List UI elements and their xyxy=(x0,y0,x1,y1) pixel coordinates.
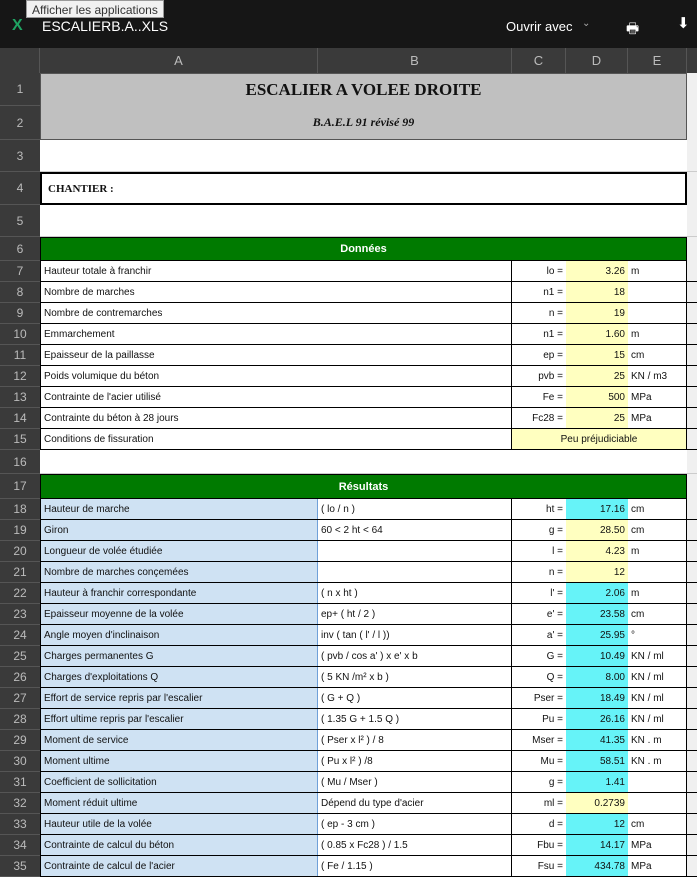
chevron-down-icon[interactable]: ⌄ xyxy=(582,18,591,29)
scrollbar[interactable] xyxy=(687,48,697,73)
result-label[interactable]: Nombre de marches conçemées xyxy=(40,562,318,582)
scrollbar[interactable] xyxy=(687,856,697,876)
input-value[interactable]: 3.26 xyxy=(566,261,628,281)
scrollbar[interactable] xyxy=(687,282,697,302)
column-header-d[interactable]: D xyxy=(566,48,628,73)
row-header[interactable]: 28 xyxy=(0,709,40,730)
symbol[interactable]: g = xyxy=(548,776,563,788)
sheet-row xyxy=(0,772,697,793)
scrollbar[interactable] xyxy=(687,324,697,344)
formula[interactable] xyxy=(318,562,512,582)
unit[interactable]: MPa xyxy=(628,408,687,428)
symbol[interactable]: G = xyxy=(546,650,563,662)
formula[interactable]: ( lo / n ) xyxy=(318,499,512,519)
scrollbar[interactable] xyxy=(687,140,697,171)
formula[interactable]: ( 1.35 G + 1.5 Q ) xyxy=(318,709,512,729)
formula[interactable]: ( 5 KN /m² x b ) xyxy=(318,667,512,687)
parameter-label[interactable]: Emmarchement xyxy=(40,324,512,344)
scrollbar[interactable] xyxy=(687,667,697,687)
sheet-row xyxy=(0,583,697,604)
unit[interactable]: KN . m xyxy=(628,751,687,771)
row-header[interactable]: 33 xyxy=(0,814,40,835)
symbol[interactable]: n1 = xyxy=(543,286,563,298)
scrollbar[interactable] xyxy=(687,793,697,813)
input-value[interactable]: 1.60 xyxy=(566,324,628,344)
excel-icon: X xyxy=(12,17,23,34)
sheet-row xyxy=(0,450,697,474)
row-header[interactable]: 7 xyxy=(0,261,40,282)
input-value[interactable]: 19 xyxy=(566,303,628,323)
sheet-row xyxy=(0,282,697,303)
unit[interactable] xyxy=(628,282,687,302)
row-header[interactable]: 35 xyxy=(0,856,40,877)
parameter-label[interactable]: Nombre de contremarches xyxy=(40,303,512,323)
formula[interactable]: ( G + Q ) xyxy=(318,688,512,708)
scrollbar[interactable] xyxy=(687,709,697,729)
row-header[interactable]: 23 xyxy=(0,604,40,625)
result-label[interactable]: Hauteur utile de la volée xyxy=(40,814,318,834)
row-header[interactable]: 14 xyxy=(0,408,40,429)
scrollbar[interactable] xyxy=(687,604,697,624)
row-header[interactable]: 5 xyxy=(0,205,40,237)
unit[interactable] xyxy=(628,303,687,323)
scrollbar[interactable] xyxy=(687,520,697,540)
input-value[interactable]: 25 xyxy=(566,408,628,428)
unit[interactable]: m xyxy=(628,324,687,344)
result-label[interactable]: Effort ultime repris par l'escalier xyxy=(40,709,318,729)
row-header[interactable]: 17 xyxy=(0,474,40,499)
sheet-row xyxy=(0,856,697,877)
scrollbar[interactable] xyxy=(687,562,697,582)
row-header[interactable]: 29 xyxy=(0,730,40,751)
parameter-label[interactable]: Poids volumique du béton xyxy=(40,366,512,386)
unit[interactable] xyxy=(628,562,687,582)
unit[interactable]: ° xyxy=(628,625,687,645)
row-header[interactable]: 25 xyxy=(0,646,40,667)
sheet-row xyxy=(0,751,697,772)
row-header[interactable]: 20 xyxy=(0,541,40,562)
symbol[interactable]: Pu = xyxy=(542,713,563,725)
fissuration-select[interactable]: Peu préjudiciable xyxy=(512,429,687,449)
row-header[interactable]: 9 xyxy=(0,303,40,324)
download-icon[interactable]: ⬇ xyxy=(677,15,690,32)
symbol[interactable]: ml = xyxy=(543,797,563,809)
result-label[interactable]: Moment réduit ultime xyxy=(40,793,318,813)
parameter-label[interactable]: Hauteur totale à franchir xyxy=(40,261,512,281)
sheet-row xyxy=(0,366,697,387)
sheet-row xyxy=(0,140,697,172)
scrollbar[interactable] xyxy=(687,688,697,708)
row-header[interactable]: 32 xyxy=(0,793,40,814)
result-label[interactable]: Charges d'exploitations Q xyxy=(40,667,318,687)
result-value[interactable]: 14.17 xyxy=(566,835,628,855)
scrollbar[interactable] xyxy=(687,106,697,140)
scrollbar[interactable] xyxy=(687,474,697,499)
sheet-row xyxy=(0,345,697,366)
donnees-header[interactable]: Données xyxy=(40,237,687,261)
viewer-toolbar xyxy=(0,0,697,48)
formula[interactable]: inv ( tan ( l' / l )) xyxy=(318,625,512,645)
parameter-label[interactable]: Contrainte du béton à 28 jours xyxy=(40,408,512,428)
scrollbar[interactable] xyxy=(687,646,697,666)
row-header[interactable]: 30 xyxy=(0,751,40,772)
result-value[interactable]: 26.16 xyxy=(566,709,628,729)
sheet-row xyxy=(0,793,697,814)
unit[interactable]: KN / m3 xyxy=(628,366,687,386)
formula[interactable]: ( n x ht ) xyxy=(318,583,512,603)
scrollbar[interactable] xyxy=(687,625,697,645)
formula[interactable]: ( Mu / Mser ) xyxy=(318,772,512,792)
print-icon[interactable]: 🖶 xyxy=(626,20,640,36)
symbol[interactable]: Mser = xyxy=(532,734,563,746)
sheet-row xyxy=(0,106,697,140)
row-header[interactable]: 13 xyxy=(0,387,40,408)
scrollbar[interactable] xyxy=(687,730,697,750)
symbol[interactable]: lo = xyxy=(546,265,563,277)
unit[interactable]: KN / ml xyxy=(628,709,687,729)
result-value[interactable]: 0.2739 xyxy=(566,793,628,813)
scrollbar[interactable] xyxy=(687,261,697,281)
result-label[interactable]: Moment ultime xyxy=(40,751,318,771)
symbol[interactable]: l = xyxy=(552,545,563,557)
row-header[interactable]: 24 xyxy=(0,625,40,646)
result-label[interactable]: Angle moyen d'inclinaison xyxy=(40,625,318,645)
sheet-row xyxy=(0,474,697,499)
unit[interactable]: m xyxy=(628,261,687,281)
sheet-row xyxy=(0,541,697,562)
formula[interactable]: ( pvb / cos a' ) x e' x b xyxy=(318,646,512,666)
sheet-row xyxy=(0,429,697,450)
sheet-row xyxy=(0,73,697,106)
result-label[interactable]: Charges permanentes G xyxy=(40,646,318,666)
symbol[interactable]: ht = xyxy=(546,503,563,515)
sheet-row xyxy=(0,408,697,429)
scrollbar[interactable] xyxy=(687,172,697,205)
row-header[interactable]: 8 xyxy=(0,282,40,303)
input-value[interactable]: 18 xyxy=(566,282,628,302)
scrollbar[interactable] xyxy=(687,73,697,106)
unit[interactable] xyxy=(628,793,687,813)
result-value[interactable]: 434.78 xyxy=(566,856,628,876)
empty-cell[interactable] xyxy=(40,140,687,171)
scrollbar[interactable] xyxy=(687,450,697,473)
sheet-row xyxy=(0,205,697,237)
scrollbar[interactable] xyxy=(687,429,697,449)
open-with-button[interactable]: Ouvrir avec xyxy=(506,19,573,34)
sheet-row xyxy=(0,237,697,261)
resultats-header[interactable]: Résultats xyxy=(40,474,687,499)
symbol[interactable]: Fbu = xyxy=(537,839,563,851)
sheet-row xyxy=(0,730,697,751)
input-value[interactable]: 25 xyxy=(566,366,628,386)
symbol[interactable]: Fsu = xyxy=(537,860,563,872)
symbol[interactable]: pvb = xyxy=(538,370,563,382)
column-header-e[interactable]: E xyxy=(628,48,687,73)
unit[interactable]: MPa xyxy=(628,835,687,855)
column-header-c[interactable]: C xyxy=(512,48,566,73)
symbol[interactable]: d = xyxy=(548,818,563,830)
scrollbar[interactable] xyxy=(687,499,697,519)
unit[interactable]: KN / ml xyxy=(628,667,687,687)
unit[interactable]: cm xyxy=(628,814,687,834)
tooltip: Afficher les applications xyxy=(26,0,164,18)
result-label[interactable]: Hauteur de marche xyxy=(40,499,318,519)
row-header[interactable]: 22 xyxy=(0,583,40,604)
result-label[interactable]: Epaisseur moyenne de la volée xyxy=(40,604,318,624)
symbol[interactable]: ep = xyxy=(543,349,563,361)
unit[interactable]: KN / ml xyxy=(628,646,687,666)
row-header[interactable]: 15 xyxy=(0,429,40,450)
unit[interactable]: KN . m xyxy=(628,730,687,750)
row-header[interactable]: 10 xyxy=(0,324,40,345)
row-header[interactable]: 21 xyxy=(0,562,40,583)
scrollbar[interactable] xyxy=(687,772,697,792)
sheet-row xyxy=(0,688,697,709)
result-label[interactable]: Giron xyxy=(40,520,318,540)
row-header[interactable]: 2 xyxy=(0,106,40,140)
sheet-grid xyxy=(0,73,697,877)
row-header[interactable]: 27 xyxy=(0,688,40,709)
chantier-cell[interactable]: CHANTIER : xyxy=(40,172,687,205)
unit[interactable] xyxy=(628,772,687,792)
sheet-row xyxy=(0,709,697,730)
unit[interactable]: MPa xyxy=(628,387,687,407)
unit[interactable]: cm xyxy=(628,604,687,624)
formula[interactable]: ( 0.85 x Fc28 ) / 1.5 xyxy=(318,835,512,855)
scrollbar[interactable] xyxy=(687,583,697,603)
sheet-row xyxy=(0,172,697,205)
symbol[interactable]: Pser = xyxy=(533,692,563,704)
sheet-row xyxy=(0,667,697,688)
row-header[interactable]: 19 xyxy=(0,520,40,541)
unit[interactable]: cm xyxy=(628,520,687,540)
scrollbar[interactable] xyxy=(687,814,697,834)
result-value[interactable]: 8.00 xyxy=(566,667,628,687)
parameter-label[interactable]: Nombre de marches xyxy=(40,282,512,302)
scrollbar[interactable] xyxy=(687,237,697,261)
result-value[interactable]: 1.41 xyxy=(566,772,628,792)
symbol[interactable]: a' = xyxy=(546,629,563,641)
formula[interactable]: ( Pser x l² ) / 8 xyxy=(318,730,512,750)
sheet-row xyxy=(0,646,697,667)
empty-cell[interactable] xyxy=(40,205,687,236)
result-value[interactable]: 12 xyxy=(566,562,628,582)
result-value[interactable]: 10.49 xyxy=(566,646,628,666)
symbol[interactable]: Fe = xyxy=(542,391,563,403)
result-label[interactable]: Longueur de volée étudiée xyxy=(40,541,318,561)
symbol[interactable]: e' = xyxy=(546,608,563,620)
formula[interactable]: ( ep - 3 cm ) xyxy=(318,814,512,834)
result-value[interactable]: 25.95 xyxy=(566,625,628,645)
scrollbar[interactable] xyxy=(687,835,697,855)
sheet-row xyxy=(0,625,697,646)
column-header-b[interactable]: B xyxy=(318,48,512,73)
formula[interactable]: 60 < 2 ht < 64 xyxy=(318,520,512,540)
unit[interactable]: cm xyxy=(628,345,687,365)
sheet-row xyxy=(0,499,697,520)
parameter-label[interactable]: Conditions de fissuration xyxy=(40,429,512,449)
sheet-row xyxy=(0,562,697,583)
sheet-row xyxy=(0,387,697,408)
row-header[interactable]: 1 xyxy=(0,73,40,106)
row-header[interactable]: 26 xyxy=(0,667,40,688)
result-value[interactable]: 12 xyxy=(566,814,628,834)
column-headers xyxy=(0,48,697,73)
input-value[interactable]: 15 xyxy=(566,345,628,365)
symbol[interactable]: Q = xyxy=(546,671,563,683)
symbol[interactable]: g = xyxy=(548,524,563,536)
row-header[interactable]: 18 xyxy=(0,499,40,520)
row-header[interactable]: 3 xyxy=(0,140,40,172)
empty-cell[interactable] xyxy=(40,450,687,473)
formula[interactable] xyxy=(318,541,512,561)
row-header[interactable]: 34 xyxy=(0,835,40,856)
file-name: ESCALIERB.A..XLS xyxy=(42,18,169,34)
scrollbar[interactable] xyxy=(687,751,697,771)
input-value[interactable]: 500 xyxy=(566,387,628,407)
scrollbar[interactable] xyxy=(687,408,697,428)
scrollbar[interactable] xyxy=(687,303,697,323)
row-header[interactable]: 6 xyxy=(0,237,40,261)
result-value[interactable]: 28.50 xyxy=(566,520,628,540)
result-label[interactable]: Coefficient de sollicitation xyxy=(40,772,318,792)
row-header[interactable]: 16 xyxy=(0,450,40,474)
symbol[interactable]: n = xyxy=(548,566,563,578)
formula[interactable]: ( Fe / 1.15 ) xyxy=(318,856,512,876)
scrollbar[interactable] xyxy=(687,541,697,561)
row-header[interactable]: 31 xyxy=(0,772,40,793)
title-cell[interactable]: ESCALIER A VOLEE DROITE xyxy=(40,73,687,106)
formula[interactable]: Dépend du type d'acier xyxy=(318,793,512,813)
symbol[interactable]: Fc28 = xyxy=(532,412,563,424)
row-header[interactable]: 12 xyxy=(0,366,40,387)
result-label[interactable]: Effort de service repris par l'escalier xyxy=(40,688,318,708)
sheet-row xyxy=(0,324,697,345)
scrollbar[interactable] xyxy=(687,345,697,365)
symbol[interactable]: Mu = xyxy=(540,755,563,767)
result-value[interactable]: 4.23 xyxy=(566,541,628,561)
unit[interactable]: cm xyxy=(628,499,687,519)
result-label[interactable]: Contrainte de calcul du béton xyxy=(40,835,318,855)
column-header-a[interactable]: A xyxy=(40,48,318,73)
result-value[interactable]: 2.06 xyxy=(566,583,628,603)
scrollbar[interactable] xyxy=(687,366,697,386)
select-all-corner[interactable] xyxy=(0,48,40,73)
result-label[interactable]: Moment de service xyxy=(40,730,318,750)
row-header[interactable]: 11 xyxy=(0,345,40,366)
sheet-row xyxy=(0,261,697,282)
symbol[interactable]: n1 = xyxy=(543,328,563,340)
result-label[interactable]: Contrainte de calcul de l'acier xyxy=(40,856,318,876)
sheet-row xyxy=(0,835,697,856)
unit[interactable]: m xyxy=(628,541,687,561)
result-value[interactable]: 18.49 xyxy=(566,688,628,708)
result-value[interactable]: 41.35 xyxy=(566,730,628,750)
row-header[interactable]: 4 xyxy=(0,172,40,205)
formula[interactable]: ( Pu x l² ) /8 xyxy=(318,751,512,771)
scrollbar[interactable] xyxy=(687,387,697,407)
symbol[interactable]: n = xyxy=(548,307,563,319)
unit[interactable]: MPa xyxy=(628,856,687,876)
scrollbar[interactable] xyxy=(687,205,697,236)
formula[interactable]: ep+ ( ht / 2 ) xyxy=(318,604,512,624)
result-value[interactable]: 58.51 xyxy=(566,751,628,771)
parameter-label[interactable]: Contrainte de l'acier utilisé xyxy=(40,387,512,407)
result-value[interactable]: 17.16 xyxy=(566,499,628,519)
sheet-row xyxy=(0,604,697,625)
symbol[interactable]: l' = xyxy=(550,587,563,599)
unit[interactable]: KN / ml xyxy=(628,688,687,708)
sheet-row xyxy=(0,303,697,324)
unit[interactable]: m xyxy=(628,583,687,603)
parameter-label[interactable]: Epaisseur de la paillasse xyxy=(40,345,512,365)
sheet-row xyxy=(0,814,697,835)
result-label[interactable]: Hauteur à franchir correspondante xyxy=(40,583,318,603)
subtitle-cell[interactable]: B.A.E.L 91 révisé 99 xyxy=(40,106,687,140)
sheet-row xyxy=(0,520,697,541)
result-value[interactable]: 23.58 xyxy=(566,604,628,624)
